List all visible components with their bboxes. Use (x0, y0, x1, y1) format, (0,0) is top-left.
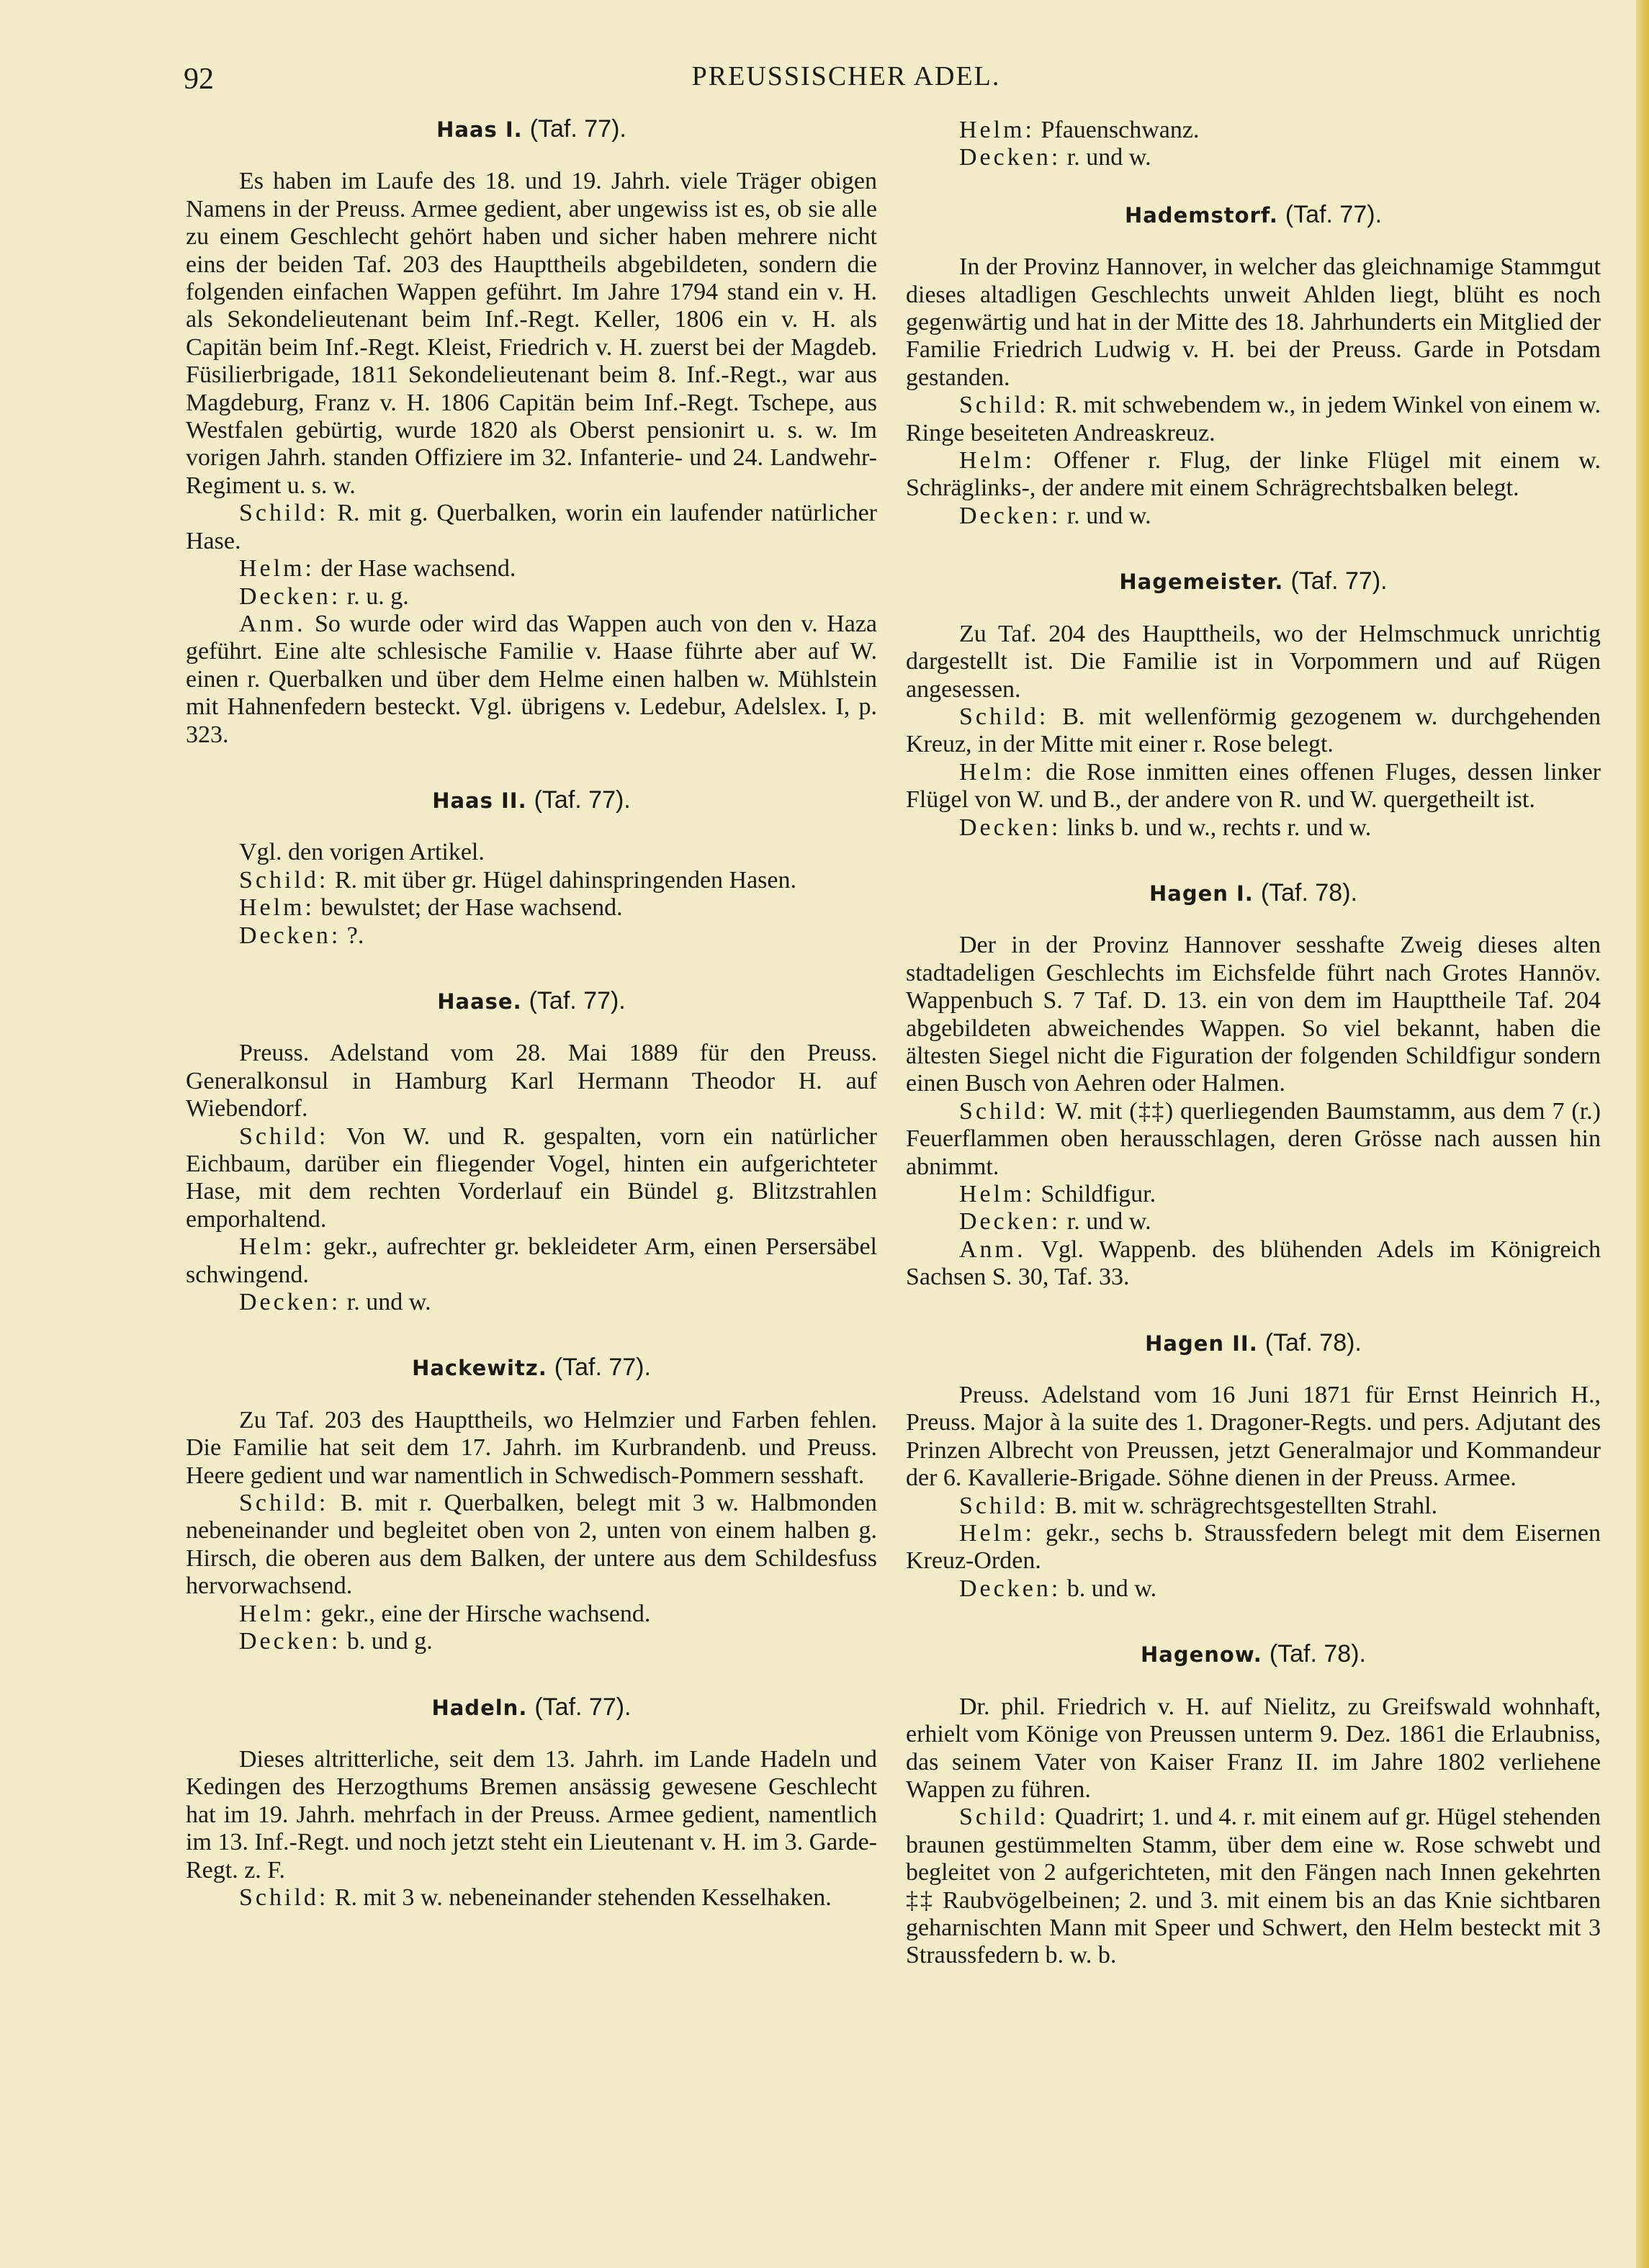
blazon-text: B. mit w. schrägrechtsgestellten Strahl. (1054, 1492, 1438, 1519)
blazon-line (906, 503, 1601, 530)
right-column (906, 117, 1601, 2007)
plate-reference: (Taf. 78). (1260, 878, 1357, 906)
blazon-text: r. und w. (346, 1289, 431, 1316)
blazon-text: So wurde oder wird das Wappen auch von den v. Haza geführt. Eine alte schlesische Familie v. Haase führte aber auf W. einen r. Querbalken und über dem Helme einen halben w. Mühlstein mit Hahnenfedern besteckt. Vgl. übrigens v. Ledebur, Adelslex. I, p. 323. (186, 610, 878, 748)
entry (906, 201, 1601, 530)
entry-paragraph: Preuss. Adelstand vom 28. Mai 1889 für den Preuss. Generalkonsul in Hamburg Karl Hermann Theodor H. auf Wiebendorf. (186, 1040, 877, 1122)
blazon-text: ?. (346, 922, 364, 949)
blazon-line (186, 611, 877, 749)
blazon-text: Quadrirt; 1. und 4. r. mit einem auf gr. Hügel stehenden braunen gestümmelten Stamm, über dem eine w. Rose schwebt und begleitet von 2 aufgerichteten, mit den Fängen nach Innen gekehrten ‡‡ Raubvögelbeinen; 2. und 3. mit einem bis an das Knie sichtbaren geharnischten Mann mit Speer und Schwert, den Helm besteckt mit 3 Straussfedern b. w. b. (906, 1804, 1601, 1969)
blazon-text: gekr., eine der Hirsche wachsend. (320, 1600, 651, 1627)
blazon-key: Decken: (959, 1575, 1061, 1602)
blazon-line (906, 117, 1601, 144)
entry-name: Hagemeister. (1119, 570, 1284, 595)
entry (186, 1693, 877, 1912)
running-title: PREUSSISCHER ADEL. (691, 61, 1001, 91)
entry-paragraph: Zu Taf. 204 des Haupttheils, wo der Helmschmuck unrichtig dargestellt ist. Die Familie ist in Vorpommern und auf Rügen angesessen. (906, 620, 1601, 703)
blazon-text: R. mit g. Querbalken, worin ein laufender natürlicher Hase. (186, 500, 878, 554)
blazon-key: Helm: (959, 117, 1035, 143)
plate-reference: (Taf. 77). (1285, 200, 1383, 228)
blazon-text: links b. und w., rechts r. und w. (1066, 814, 1372, 841)
blazon-key: Schild: (239, 500, 329, 527)
blazon-key: Helm: (239, 894, 315, 922)
blazon-text: bewulstet; der Hase wachsend. (320, 894, 623, 922)
entry-name: Hagenow. (1141, 1642, 1262, 1668)
blazon-key: Schild: (959, 392, 1049, 419)
blazon-text: Offener r. Flug, der linke Flügel mit einem w. Schräglinks-, der andere mit einem Schrägrechtsbalken belegt. (906, 447, 1601, 502)
blazon-key: Decken: (239, 582, 341, 610)
entry-name: Hagen I. (1149, 881, 1254, 906)
entry-name: Hagen II. (1145, 1331, 1258, 1356)
blazon-line (186, 867, 877, 894)
blazon-text: Vgl. Wappenb. des blühenden Adels im Königreich Sachsen S. 30, Taf. 33. (906, 1236, 1601, 1291)
entry-heading (186, 987, 877, 1015)
blazon-key: Schild: (239, 1884, 329, 1911)
blazon-text: r. und w. (1066, 1208, 1151, 1236)
blazon-key: Schild: (959, 1804, 1049, 1831)
blazon-key: Decken: (239, 922, 341, 949)
entry-paragraph: Vgl. den vorigen Artikel. (239, 839, 485, 866)
blazon-line (186, 555, 877, 582)
entry (906, 1640, 1601, 1969)
blazon-line (906, 1236, 1601, 1292)
blazon-line (186, 1628, 877, 1655)
left-column (186, 115, 877, 1949)
entry-name: Haase. (437, 989, 522, 1014)
blazon-line (186, 1233, 877, 1289)
continued-entry (906, 117, 1601, 172)
plate-reference: (Taf. 78). (1269, 1640, 1366, 1668)
entry-paragraph: Der in der Provinz Hannover sesshafte Zweig dieses alten stadtadeligen Geschlechts im Eichsfelde führt nach Grotes Hannöv. Wappenbuch S. 7 Taf. D. 13. ein von dem im Haupttheile Taf. 204 abgebildeten abweichendes Wappen. So viel bekannt, haben die ältesten Siegel nicht die Figuration der folgenden Schildfigur sondern einen Busch von Aehren oder Halmen. (906, 932, 1601, 1097)
plate-reference: (Taf. 77). (529, 115, 626, 143)
entry (186, 115, 877, 749)
plate-reference: (Taf. 77). (554, 1354, 651, 1382)
entry-heading (906, 201, 1601, 229)
blazon-key: Schild: (239, 1122, 329, 1150)
blazon-line (186, 583, 877, 611)
entry-paragraph: Es haben im Laufe des 18. und 19. Jahrh. viele Träger obigen Namens in der Preuss. Armee gedient, aber ungewiss ist es, ob sie alle zu einem Geschlecht gehört haben und sicher haben mehrere nicht eins der beiden Taf. 203 des Haupttheils abgebildeten, sondern die folgenden einfachen Wappen geführt. Im Jahre 1794 stand ein v. H. als Sekondelieutenant beim Inf.-Regt. Keller, 1806 ein v. H. als Capitän beim Inf.-Regt. Kleist, Friedrich v. H. zuerst bei der Magdeb. Füsilierbrigade, 1811 Sekondelieutenant beim 8. Inf.-Regt., war aus Magdeburg, Franz v. H. 1806 Capitän beim Inf.-Regt. Tschepe, aus Westfalen gebürtig, wurde 1820 als Oberst pensionirt u. s. w. Im vorigen Jahrh. standen Offiziere im 32. Infanterie- und 24. Landwehr-Regiment u. s. w. (186, 168, 877, 499)
plate-reference: (Taf. 77). (534, 786, 631, 814)
blazon-text: b. und g. (346, 1628, 433, 1655)
blazon-key: Helm: (959, 1181, 1035, 1207)
blazon-line (906, 1098, 1601, 1181)
blazon-text: R. mit über gr. Hügel dahinspringenden Hasen. (334, 866, 796, 894)
entry (186, 987, 877, 1316)
blazon-line (906, 1804, 1601, 1969)
blazon-text: W. mit (‡‡) querliegenden Baumstamm, aus dem 7 (r.) Feuerflammen oben herausschlagen, deren Grösse nach aussen hin abnimmt. (906, 1097, 1601, 1180)
blazon-line (186, 1884, 877, 1912)
blazon-key: Helm: (959, 758, 1035, 786)
entry-paragraph: Preuss. Adelstand vom 16 Juni 1871 für Ernst Heinrich H., Preuss. Major à la suite des 1. Dragoner-Regts. und pers. Adjutant des Prinzen Albrecht von Preussen, jetzt Generalmajor und Kommandeur der 6. Kavallerie-Brigade. Söhne dienen in der Preuss. Armee. (906, 1382, 1601, 1492)
page-header (184, 55, 1509, 98)
blazon-line (906, 814, 1601, 842)
entry (186, 786, 877, 950)
entry (906, 567, 1601, 842)
blazon-line (186, 1601, 877, 1628)
blazon-text: der Hase wachsend. (320, 555, 516, 582)
blazon-line (906, 703, 1601, 759)
blazon-text: die Rose inmitten eines offenen Fluges, dessen linker Flügel von W. und B., der andere von R. und W. quergetheilt ist. (906, 758, 1601, 814)
blazon-key: Helm: (239, 1600, 315, 1627)
blazon-line (186, 1289, 877, 1316)
plate-reference: (Taf. 77). (534, 1693, 632, 1721)
entry-heading (906, 1329, 1601, 1357)
blazon-line (186, 922, 877, 950)
blazon-line (186, 1490, 877, 1601)
entry-heading (186, 115, 877, 143)
entry (906, 1329, 1601, 1603)
entry-paragraph: Zu Taf. 203 des Haupttheils, wo Helmzier und Farben fehlen. Die Familie hat seit dem 17. Jahrh. im Kurbrandenb. und Preuss. Heere gedient und war namentlich in Schwedisch-Pommern sesshaft. (186, 1406, 877, 1489)
blazon-text: b. und w. (1066, 1575, 1157, 1602)
blazon-key: Decken: (959, 502, 1061, 529)
blazon-text: gekr., sechs b. Straussfedern belegt mit dem Eisernen Kreuz-Orden. (906, 1520, 1601, 1575)
blazon-key: Decken: (239, 1289, 341, 1316)
blazon-text: gekr., aufrechter gr. bekleideter Arm, einen Persersäbel schwingend. (186, 1233, 877, 1288)
plate-reference: (Taf. 77). (529, 986, 626, 1014)
blazon-text: Schildfigur. (1041, 1181, 1156, 1207)
blazon-key: Schild: (239, 1490, 329, 1517)
blazon-text: r. u. g. (346, 582, 409, 610)
blazon-key: Decken: (959, 144, 1061, 171)
blazon-line (906, 392, 1601, 447)
entry-heading (906, 567, 1601, 595)
blazon-line (186, 1123, 877, 1234)
entry-heading (186, 1354, 877, 1382)
blazon-key: Helm: (959, 1520, 1035, 1547)
blazon-line (906, 1181, 1601, 1208)
blazon-text: r. und w. (1066, 144, 1151, 171)
blazon-line (906, 759, 1601, 814)
blazon-key: Schild: (959, 703, 1049, 730)
entry-heading (906, 879, 1601, 907)
entry (906, 879, 1601, 1292)
blazon-line (906, 1493, 1601, 1520)
blazon-line (186, 894, 877, 922)
entry-heading (906, 1640, 1601, 1668)
entry-heading (186, 786, 877, 814)
blazon-key: Decken: (959, 1208, 1061, 1236)
blazon-key: Decken: (959, 814, 1061, 841)
blazon-line (906, 1520, 1601, 1575)
blazon-text: Von W. und R. gespalten, vorn ein natürlicher Eichbaum, darüber ein fliegender Vogel, hinten ein aufgerichteter Hase, mit dem rechten Vorderlauf ein Bündel g. Blitzstrahlen emporhaltend. (186, 1122, 878, 1233)
blazon-key: Schild: (959, 1492, 1049, 1519)
blazon-key: Schild: (239, 866, 329, 894)
entry-paragraph: In der Provinz Hannover, in welcher das gleichnamige Stammgut dieses altadligen Geschlechts unweit Ahlden liegt, blüht es noch gegenwärtig und hat in der Mitte des 18. Jahrhunderts ein Mitglied der Familie Friedrich Ludwig v. H. bei der Preuss. Garde in Potsdam gestanden. (906, 253, 1601, 391)
blazon-key: Helm: (239, 555, 315, 582)
entry-name: Hademstorf. (1124, 202, 1278, 228)
entry-name: Haas I. (436, 117, 523, 142)
blazon-key: Schild: (959, 1097, 1049, 1125)
right-entries (906, 201, 1601, 1970)
blazon-line (906, 144, 1601, 171)
entry-name: Hackewitz. (412, 1356, 547, 1381)
page-edge (1636, 0, 1649, 2268)
entry-name: Hadeln. (431, 1695, 528, 1720)
blazon-key: Anm. (239, 610, 306, 637)
blazon-text: B. mit wellenförmig gezogenem w. durchgehenden Kreuz, in der Mitte mit einer r. Rose belegt. (906, 703, 1601, 758)
blazon-text: R. mit schwebendem w., in jedem Winkel von einem w. Ringe beseiteten Andreaskreuz. (906, 392, 1601, 446)
blazon-text: B. mit r. Querbalken, belegt mit 3 w. Halbmonden nebeneinander und begleitet oben von 2, unten von einem halben g. Hirsch, die oberen aus dem Balken, der untere aus dem Schildesfuss hervorwachsend. (186, 1490, 877, 1600)
plate-reference: (Taf. 77). (1290, 567, 1388, 595)
blazon-key: Helm: (239, 1233, 315, 1261)
blazon-text: Pfauenschwanz. (1041, 117, 1200, 143)
blazon-key: Helm: (959, 447, 1035, 474)
blazon-key: Decken: (239, 1628, 341, 1655)
entry-heading (186, 1693, 877, 1722)
blazon-line (906, 1575, 1601, 1603)
entry-paragraph: Dr. phil. Friedrich v. H. auf Nielitz, zu Greifswald wohnhaft, erhielt vom Könige von Preussen unterm 9. Dez. 1861 die Erlaubniss, das seinem Vater von Kaiser Franz II. im Jahre 1802 verliehene Wappen zu führen. (906, 1693, 1601, 1803)
entry (186, 1354, 877, 1655)
blazon-key: Anm. (959, 1236, 1026, 1263)
plate-reference: (Taf. 78). (1264, 1328, 1362, 1356)
blazon-line (906, 1208, 1601, 1236)
blazon-line (186, 500, 877, 555)
blazon-text: r. und w. (1066, 502, 1151, 529)
entry-name: Haas II. (432, 788, 527, 813)
entry-paragraph: Dieses altritterliche, seit dem 13. Jahrh. im Lande Hadeln und Kedingen des Herzogthums Bremen ansässig gewesene Geschlecht hat im 19. Jahrh. mehrfach in der Preuss. Armee gedient, namentlich im 13. Inf.-Regt. und noch jetzt steht ein Lieutenant v. H. im 3. Garde-Regt. z. F. (186, 1745, 877, 1884)
page-number: 92 (184, 63, 214, 96)
blazon-line (906, 447, 1601, 503)
blazon-text: R. mit 3 w. nebeneinander stehenden Kesselhaken. (334, 1884, 832, 1911)
